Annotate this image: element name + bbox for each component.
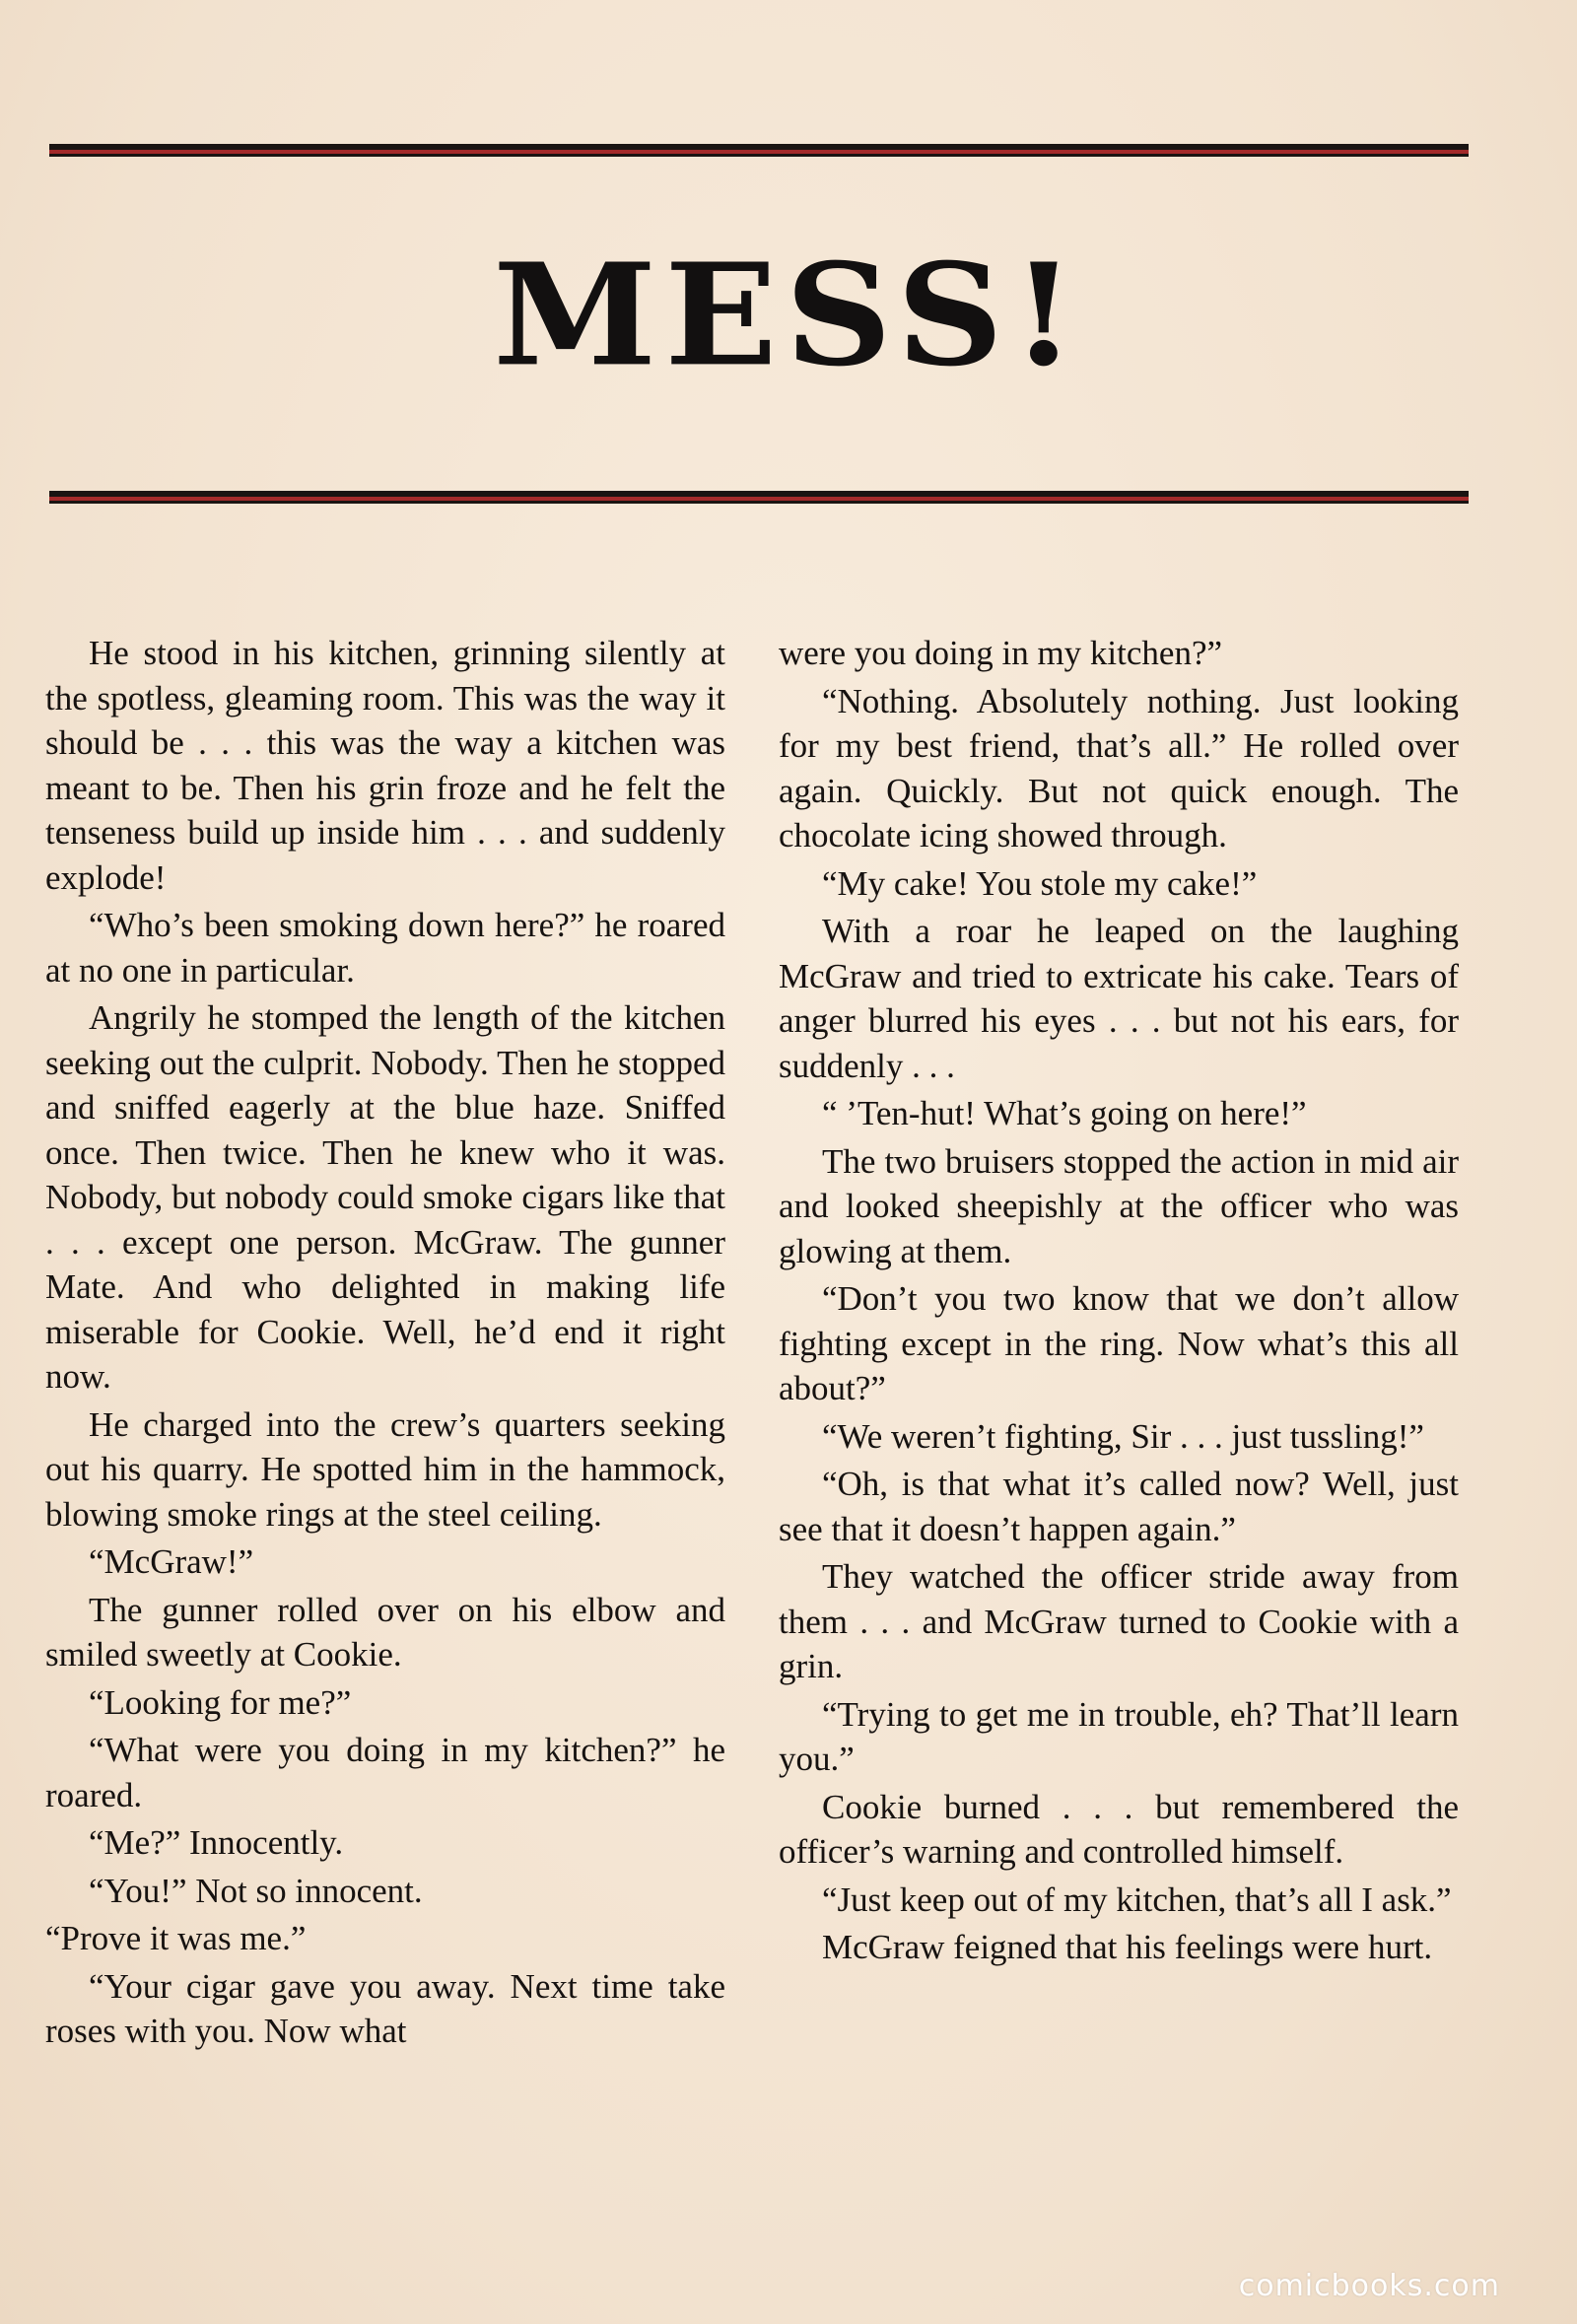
- paragraph: The gunner rolled over on his elbow and smiled sweetly at Cookie.: [45, 1590, 725, 1674]
- paragraph: “Who’s been smoking down here?” he roared at no one in particular.: [45, 906, 725, 990]
- story-title: MESS!: [493, 233, 1084, 398]
- left-text-column: [45, 631, 725, 2054]
- paragraph: “Me?” Innocently.: [89, 1823, 344, 1862]
- watermark: comicbooks.com: [1238, 2269, 1500, 2303]
- paragraph: “You!” Not so innocent.: [89, 1871, 423, 1910]
- paragraph: “What were you doing in my kitchen?” he roared.: [45, 1731, 725, 1814]
- paragraph: The two bruisers stopped the action in mid air and looked sheepishly at the officer who was glowing at them.: [779, 1141, 1459, 1270]
- paragraph: “We weren’t fighting, Sir . . . just tussling!”: [822, 1416, 1424, 1456]
- paragraph: He charged into the crew’s quarters seeking out his quarry. He spotted him in the hammock, blowing smoke rings at the steel ceiling.: [45, 1404, 725, 1534]
- paragraph: With a roar he leaped on the laughing McGraw and tried to extricate his cake. Tears of anger blurred his eyes . . . but not his ears, for suddenly . . .: [779, 912, 1459, 1085]
- paragraph: Cookie burned . . . but remembered the officer’s warning and controlled himself.: [779, 1787, 1459, 1871]
- paragraph: He stood in his kitchen, grinning silently at the spotless, gleaming room. This was the way it should be . . . this was the way a kitchen was meant to be. Then his grin froze and he felt the tenseness build up inside him . . . and suddenly explode!: [45, 634, 725, 897]
- paragraph: “Just keep out of my kitchen, that’s all I ask.”: [822, 1880, 1452, 1919]
- top-divider-rule: [49, 144, 1469, 158]
- paragraph: “Oh, is that what it’s called now? Well, just see that it doesn’t happen again.”: [779, 1465, 1459, 1548]
- paragraph: were you doing in my kitchen?”: [779, 634, 1223, 672]
- right-text-column: [779, 631, 1459, 1970]
- bottom-divider-rule: [49, 491, 1469, 505]
- paragraph: “Trying to get me in trouble, eh? That’ll learn you.”: [779, 1694, 1459, 1778]
- paragraph: “McGraw!”: [89, 1542, 254, 1581]
- paragraph: “Don’t you two know that we don’t allow fighting except in the ring. Now what’s this all about?”: [779, 1279, 1459, 1407]
- paragraph: They watched the officer stride away from them . . . and McGraw turned to Cookie with a grin.: [779, 1557, 1459, 1685]
- paragraph: “My cake! You stole my cake!”: [822, 863, 1258, 903]
- paragraph: “Nothing. Absolutely nothing. Just looking for my best friend, that’s all.” He rolled over again. Quickly. But not quick enough. The chocolate icing showed through.: [779, 681, 1459, 854]
- paragraph: McGraw feigned that his feelings were hurt.: [822, 1928, 1433, 1966]
- paragraph: Angrily he stomped the length of the kitchen seeking out the culprit. Nobody. Then he stopped and sniffed eagerly at the blue haze. Sniffed once. Then twice. Then he knew who it was. Nobody, but nobody could smoke cigars like that . . . except one person. McGraw. The gunner Mate. And who delighted in making life miserable for Cookie. Well, he’d end it right now.: [45, 998, 725, 1396]
- paragraph: “Your cigar gave you away. Next time take roses with you. Now what: [45, 1966, 725, 2050]
- paragraph: “ ’Ten-hut! What’s going on here!”: [822, 1094, 1307, 1132]
- paragraph: “Looking for me?”: [89, 1682, 352, 1722]
- paragraph: “Prove it was me.”: [45, 1919, 307, 1957]
